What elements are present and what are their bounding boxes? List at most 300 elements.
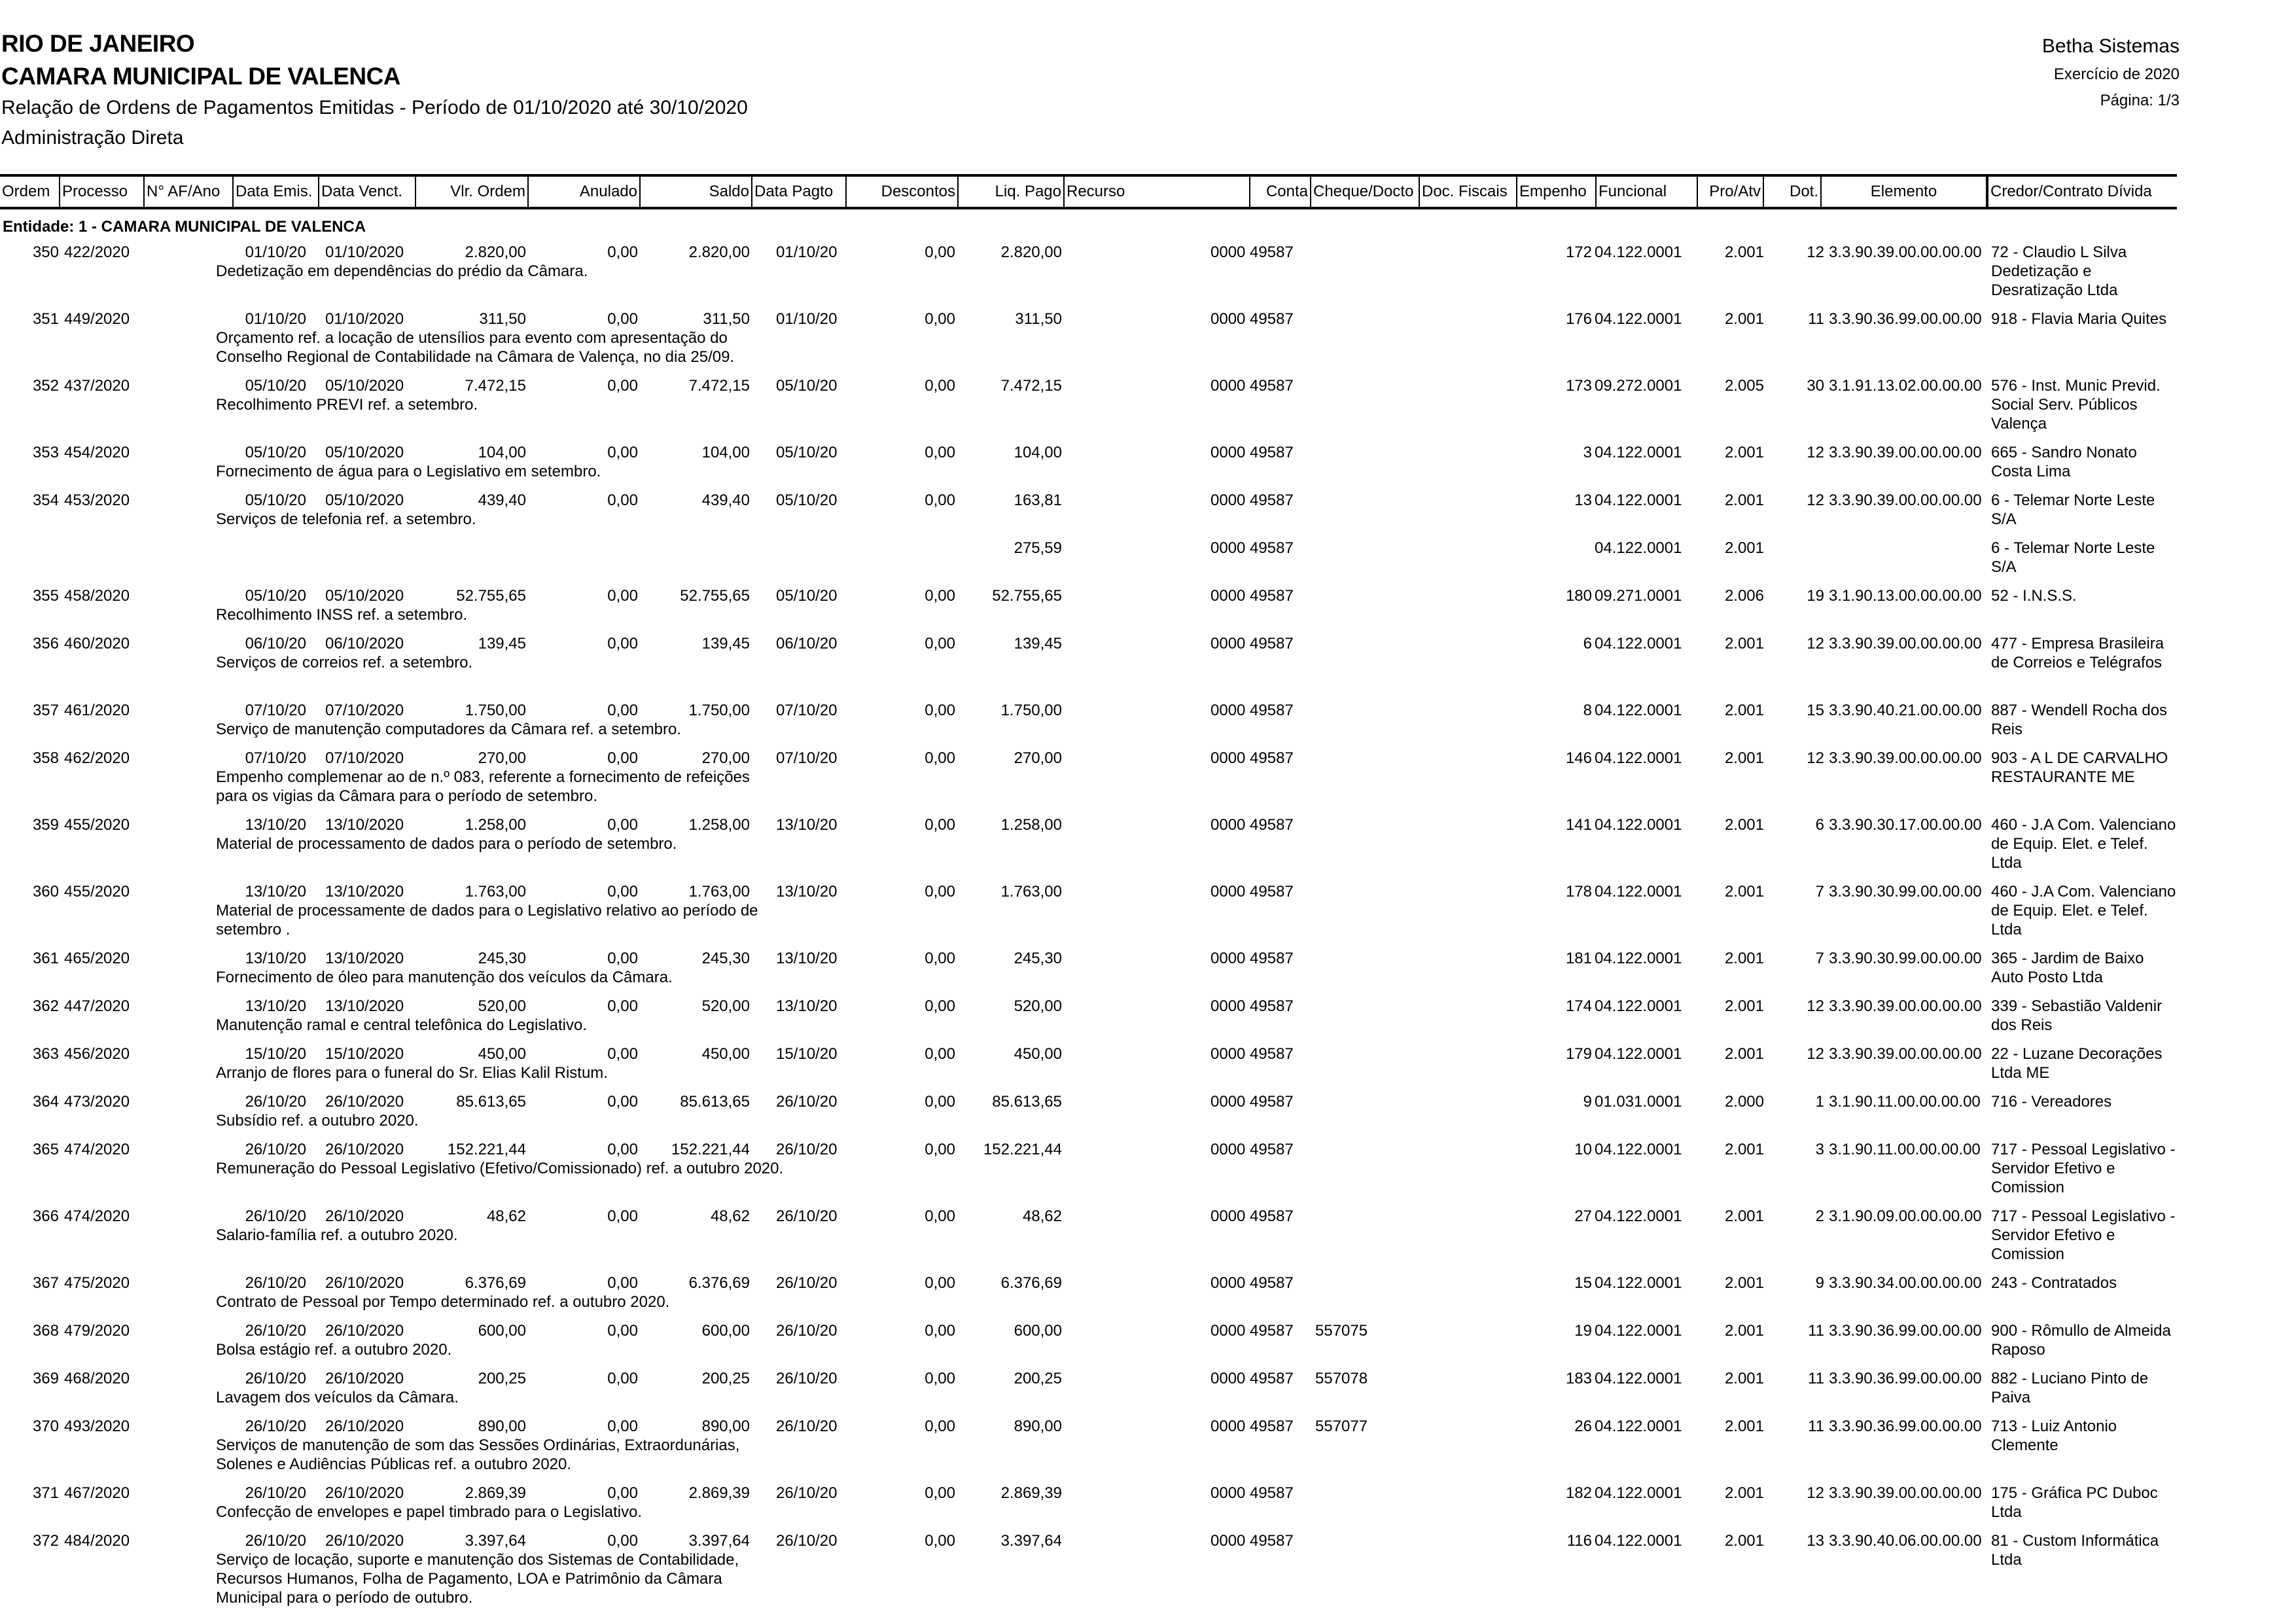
- col-doc-fiscais: Doc. Fiscais: [1420, 177, 1517, 207]
- cell-data-venct: 15/10/2020: [325, 1045, 404, 1063]
- cell-anulado: 0,00: [607, 635, 638, 652]
- cell-descontos: 0,00: [925, 243, 955, 261]
- cell-data-emis: 13/10/20: [245, 997, 306, 1015]
- cell-elemento: 3.3.90.40.06.00.00.00: [1829, 1532, 1982, 1550]
- table-row: [0, 815, 2177, 882]
- cell-processo: 453/2020: [64, 491, 130, 509]
- cell-funcional: 04.122.0001: [1595, 539, 1682, 557]
- cell-liq-pago: 2.820,00: [1000, 243, 1062, 261]
- cell-saldo: 450,00: [701, 1045, 750, 1063]
- table-row: [0, 1274, 2177, 1321]
- cell-data-venct: 26/10/2020: [325, 1322, 404, 1340]
- cell-vlr-ordem: 139,45: [478, 635, 526, 652]
- cell-conta: 0000 49587: [1210, 635, 1294, 652]
- cell-data-emis: 01/10/20: [245, 310, 306, 328]
- cell-processo: 474/2020: [64, 1141, 130, 1158]
- cell-empenho: 181: [1565, 950, 1592, 967]
- col-credor: Credor/Contrato Dívida: [1987, 177, 2177, 207]
- entity-name: CAMARA MUNICIPAL DE VALENCA: [1, 63, 401, 90]
- col-dot: Dot.: [1764, 177, 1822, 207]
- cell-descontos: 0,00: [925, 1141, 955, 1158]
- table-row: [0, 491, 2177, 539]
- cell-dot: 19: [1807, 587, 1824, 605]
- cell-data-emis: 26/10/20: [245, 1532, 306, 1550]
- cell-pro-atv: 2.001: [1724, 997, 1764, 1015]
- cell-vlr-ordem: 1.750,00: [465, 702, 526, 719]
- cell-descricao: Serviço de manutenção computadores da Câmara ref. a setembro.: [216, 721, 682, 738]
- cell-liq-pago: 200,25: [1014, 1370, 1062, 1387]
- cell-data-venct: 01/10/2020: [325, 243, 404, 261]
- cell-descricao: Confecção de envelopes e papel timbrado para o Legislativo.: [216, 1503, 643, 1521]
- cell-liq-pago: 163,81: [1014, 491, 1062, 509]
- cell-processo: 473/2020: [64, 1093, 130, 1111]
- cell-saldo: 2.869,39: [688, 1484, 750, 1502]
- table-row: [0, 749, 2177, 815]
- cell-anulado: 0,00: [607, 1370, 638, 1387]
- cell-conta: 0000 49587: [1210, 702, 1294, 719]
- cell-data-emis: 15/10/20: [245, 1045, 306, 1063]
- cell-anulado: 0,00: [607, 1207, 638, 1225]
- cell-pro-atv: 2.001: [1724, 950, 1764, 967]
- cell-credor: 52 - I.N.S.S.: [1991, 587, 2077, 605]
- cell-descricao: Dedetização em dependências do prédio da Câmara.: [216, 262, 588, 280]
- cell-pro-atv: 2.001: [1724, 1370, 1764, 1387]
- cell-conta: 0000 49587: [1210, 1045, 1294, 1063]
- cell-data-emis: 26/10/20: [245, 1274, 306, 1292]
- table-row: [0, 882, 2177, 949]
- cell-data-pagto: 26/10/20: [776, 1141, 838, 1158]
- page-number: Página: 1/3: [2100, 92, 2180, 109]
- cell-descricao: Manutenção ramal e central telefônica do Legislativo.: [216, 1016, 587, 1034]
- exercise-year: Exercício de 2020: [2053, 65, 2180, 83]
- table-row: [0, 1369, 2177, 1417]
- cell-pro-atv: 2.001: [1724, 491, 1764, 509]
- cell-saldo: 48,62: [710, 1207, 750, 1225]
- cell-dot: 7: [1815, 883, 1824, 901]
- cell-empenho: 15: [1574, 1274, 1592, 1292]
- cell-data-emis: 13/10/20: [245, 816, 306, 834]
- cell-elemento: 3.3.90.39.00.00.00.00: [1829, 635, 1982, 652]
- cell-liq-pago: 1.763,00: [1000, 883, 1062, 901]
- cell-ordem: 364: [32, 1093, 59, 1111]
- cell-funcional: 04.122.0001: [1595, 816, 1682, 834]
- cell-processo: 493/2020: [64, 1418, 130, 1435]
- cell-pro-atv: 2.001: [1724, 243, 1764, 261]
- col-anulado: Anulado: [529, 177, 641, 207]
- cell-descontos: 0,00: [925, 1418, 955, 1435]
- cell-ordem: 351: [32, 310, 59, 328]
- cell-descricao: Fornecimento de água para o Legislativo em setembro.: [216, 463, 601, 480]
- cell-vlr-ordem: 270,00: [478, 749, 526, 767]
- cell-ordem: 372: [32, 1532, 59, 1550]
- cell-ordem: 350: [32, 243, 59, 261]
- cell-data-venct: 26/10/2020: [325, 1274, 404, 1292]
- cell-vlr-ordem: 104,00: [478, 444, 526, 461]
- cell-ordem: 357: [32, 702, 59, 719]
- cell-liq-pago: 152.221,44: [983, 1141, 1062, 1158]
- cell-processo: 475/2020: [64, 1274, 130, 1292]
- cell-elemento: 3.1.90.09.00.00.00.00: [1829, 1207, 1982, 1225]
- cell-saldo: 890,00: [701, 1418, 750, 1435]
- cell-empenho: 27: [1574, 1207, 1592, 1225]
- cell-vlr-ordem: 1.763,00: [465, 883, 526, 901]
- table-row: [0, 539, 2177, 586]
- cell-credor: 717 - Pessoal Legislativo - Servidor Efetivo e Comission: [1991, 1141, 2176, 1196]
- cell-data-pagto: 13/10/20: [776, 883, 838, 901]
- cell-descontos: 0,00: [925, 749, 955, 767]
- cell-data-emis: 26/10/20: [245, 1207, 306, 1225]
- cell-processo: 455/2020: [64, 816, 130, 834]
- cell-conta: 0000 49587: [1210, 749, 1294, 767]
- cell-credor: 243 - Contratados: [1991, 1274, 2117, 1292]
- cell-pro-atv: 2.001: [1724, 702, 1764, 719]
- cell-descontos: 0,00: [925, 1322, 955, 1340]
- cell-descricao: Material de processamente de dados para o Legislativo relativo ao período de setembro .: [216, 902, 758, 938]
- cell-conta: 0000 49587: [1210, 377, 1294, 395]
- cell-funcional: 04.122.0001: [1595, 702, 1682, 719]
- cell-vlr-ordem: 7.472,15: [465, 377, 526, 395]
- cell-liq-pago: 270,00: [1014, 749, 1062, 767]
- table-row: [0, 1207, 2177, 1274]
- cell-ordem: 360: [32, 883, 59, 901]
- cell-data-venct: 05/10/2020: [325, 444, 404, 461]
- cell-funcional: 04.122.0001: [1595, 1532, 1682, 1550]
- cell-descontos: 0,00: [925, 1093, 955, 1111]
- cell-data-emis: 05/10/20: [245, 491, 306, 509]
- cell-data-pagto: 05/10/20: [776, 491, 838, 509]
- report-title: Relação de Ordens de Pagamentos Emitidas - Período de 01/10/2020 até 30/10/2020: [1, 97, 748, 118]
- cell-empenho: 176: [1565, 310, 1592, 328]
- cell-data-venct: 06/10/2020: [325, 635, 404, 652]
- cell-credor: 460 - J.A Com. Valenciano de Equip. Elet. e Telef. Ltda: [1991, 883, 2176, 938]
- cell-credor: 918 - Flavia Maria Quites: [1991, 310, 2167, 328]
- cell-cheque: 557078: [1315, 1370, 1368, 1387]
- cell-dot: 30: [1807, 377, 1824, 395]
- cell-processo: 460/2020: [64, 635, 130, 652]
- table-row: [0, 949, 2177, 997]
- cell-vlr-ordem: 52.755,65: [456, 587, 526, 605]
- cell-processo: 458/2020: [64, 587, 130, 605]
- cell-anulado: 0,00: [607, 1045, 638, 1063]
- col-descontos: Descontos: [847, 177, 959, 207]
- cell-data-emis: 13/10/20: [245, 883, 306, 901]
- col-funcional: Funcional: [1597, 177, 1698, 207]
- cell-data-emis: 07/10/20: [245, 702, 306, 719]
- cell-data-pagto: 15/10/20: [776, 1045, 838, 1063]
- cell-credor: 81 - Custom Informática Ltda: [1991, 1532, 2159, 1569]
- cell-dot: 12: [1807, 243, 1824, 261]
- cell-vlr-ordem: 3.397,64: [465, 1532, 526, 1550]
- cell-liq-pago: 6.376,69: [1000, 1274, 1062, 1292]
- cell-credor: 6 - Telemar Norte Leste S/A: [1991, 491, 2155, 528]
- cell-data-venct: 26/10/2020: [325, 1532, 404, 1550]
- cell-data-venct: 13/10/2020: [325, 950, 404, 967]
- cell-empenho: 178: [1565, 883, 1592, 901]
- cell-empenho: 19: [1574, 1322, 1592, 1340]
- cell-vlr-ordem: 2.869,39: [465, 1484, 526, 1502]
- cell-vlr-ordem: 1.258,00: [465, 816, 526, 834]
- cell-pro-atv: 2.001: [1724, 1207, 1764, 1225]
- cell-descricao: Serviços de manutenção de som das Sessões Ordinárias, Extraordunárias, Solenes e Audiências Públicas ref. a outubro 2020.: [216, 1436, 740, 1473]
- cell-processo: 461/2020: [64, 702, 130, 719]
- cell-data-venct: 05/10/2020: [325, 587, 404, 605]
- col-data-venct: Data Venct.: [319, 177, 416, 207]
- cell-pro-atv: 2.001: [1724, 1418, 1764, 1435]
- cell-descontos: 0,00: [925, 635, 955, 652]
- cell-conta: 0000 49587: [1210, 310, 1294, 328]
- cell-empenho: 3: [1583, 444, 1592, 461]
- cell-processo: 484/2020: [64, 1532, 130, 1550]
- cell-conta: 0000 49587: [1210, 1322, 1294, 1340]
- administration-label: Administração Direta: [1, 127, 184, 149]
- cell-anulado: 0,00: [607, 1484, 638, 1502]
- cell-descontos: 0,00: [925, 1532, 955, 1550]
- cell-anulado: 0,00: [607, 702, 638, 719]
- cell-empenho: 174: [1565, 997, 1592, 1015]
- cell-liq-pago: 2.869,39: [1000, 1484, 1062, 1502]
- cell-credor: 665 - Sandro Nonato Costa Lima: [1991, 444, 2137, 480]
- cell-dot: 11: [1808, 1418, 1824, 1435]
- cell-pro-atv: 2.001: [1724, 310, 1764, 328]
- table-row: [0, 1531, 2177, 1617]
- cell-elemento: 3.3.90.34.00.00.00.00: [1829, 1274, 1982, 1292]
- cell-data-venct: 05/10/2020: [325, 491, 404, 509]
- cell-elemento: 3.3.90.30.17.00.00.00: [1829, 816, 1982, 834]
- cell-elemento: 3.3.90.39.00.00.00.00: [1829, 997, 1982, 1015]
- cell-data-venct: 13/10/2020: [325, 883, 404, 901]
- cell-data-venct: 13/10/2020: [325, 997, 404, 1015]
- cell-anulado: 0,00: [607, 883, 638, 901]
- cell-liq-pago: 52.755,65: [992, 587, 1062, 605]
- payment-orders-table-body: [0, 243, 2177, 1617]
- cell-data-pagto: 13/10/20: [776, 816, 838, 834]
- cell-liq-pago: 48,62: [1022, 1207, 1062, 1225]
- cell-saldo: 245,30: [701, 950, 750, 967]
- cell-funcional: 04.122.0001: [1595, 749, 1682, 767]
- table-row: [0, 443, 2177, 491]
- cell-liq-pago: 1.750,00: [1000, 702, 1062, 719]
- table-row: [0, 310, 2177, 376]
- cell-dot: 12: [1807, 491, 1824, 509]
- cell-cheque: 557077: [1315, 1418, 1368, 1435]
- cell-elemento: 3.3.90.39.00.00.00.00: [1829, 444, 1982, 461]
- report-header: [1, 27, 748, 153]
- cell-elemento: 3.1.90.13.00.00.00.00: [1829, 587, 1982, 605]
- cell-anulado: 0,00: [607, 444, 638, 461]
- table-row: [0, 1321, 2177, 1369]
- col-cheque: Cheque/Docto: [1311, 177, 1420, 207]
- col-af-ano: N° AF/Ano: [145, 177, 234, 207]
- cell-processo: 467/2020: [64, 1484, 130, 1502]
- cell-saldo: 85.613,65: [680, 1093, 750, 1111]
- cell-processo: 465/2020: [64, 950, 130, 967]
- cell-data-pagto: 07/10/20: [776, 749, 838, 767]
- cell-descricao: Arranjo de flores para o funeral do Sr. Elias Kalil Ristum.: [216, 1064, 608, 1082]
- cell-descontos: 0,00: [925, 1370, 955, 1387]
- cell-dot: 11: [1808, 1370, 1824, 1387]
- cell-credor: 339 - Sebastião Valdenir dos Reis: [1991, 997, 2163, 1034]
- cell-anulado: 0,00: [607, 816, 638, 834]
- cell-descontos: 0,00: [925, 310, 955, 328]
- cell-conta: 0000 49587: [1210, 883, 1294, 901]
- cell-ordem: 371: [32, 1484, 59, 1502]
- cell-ordem: 362: [32, 997, 59, 1015]
- cell-credor: 903 - A L DE CARVALHO RESTAURANTE ME: [1991, 749, 2168, 786]
- cell-descontos: 0,00: [925, 377, 955, 395]
- cell-ordem: 354: [32, 491, 59, 509]
- cell-empenho: 180: [1565, 587, 1592, 605]
- cell-descricao: Serviço de locação, suporte e manutenção dos Sistemas de Contabilidade, Recursos Humanos, Folha de Pagamento, LOA e Patrimônio da Câmara Municipal para o período de outubro.: [216, 1551, 739, 1607]
- cell-vlr-ordem: 6.376,69: [465, 1274, 526, 1292]
- cell-liq-pago: 85.613,65: [992, 1093, 1062, 1111]
- cell-vlr-ordem: 2.820,00: [465, 243, 526, 261]
- cell-ordem: 369: [32, 1370, 59, 1387]
- col-vlr-ordem: Vlr. Ordem: [416, 177, 529, 207]
- cell-data-pagto: 01/10/20: [776, 243, 838, 261]
- cell-ordem: 366: [32, 1207, 59, 1225]
- cell-data-pagto: 13/10/20: [776, 950, 838, 967]
- cell-saldo: 600,00: [701, 1322, 750, 1340]
- cell-data-pagto: 05/10/20: [776, 377, 838, 395]
- cell-data-emis: 05/10/20: [245, 444, 306, 461]
- cell-elemento: 3.3.90.36.99.00.00.00: [1829, 1370, 1982, 1387]
- cell-ordem: 361: [32, 950, 59, 967]
- cell-conta: 0000 49587: [1210, 539, 1294, 557]
- cell-vlr-ordem: 85.613,65: [456, 1093, 526, 1111]
- cell-saldo: 270,00: [701, 749, 750, 767]
- cell-liq-pago: 3.397,64: [1000, 1532, 1062, 1550]
- cell-dot: 15: [1807, 702, 1824, 719]
- cell-credor: 460 - J.A Com. Valenciano de Equip. Elet. e Telef. Ltda: [1991, 816, 2176, 872]
- cell-funcional: 04.122.0001: [1595, 444, 1682, 461]
- cell-elemento: 3.3.90.30.99.00.00.00: [1829, 883, 1982, 901]
- cell-data-emis: 05/10/20: [245, 377, 306, 395]
- cell-anulado: 0,00: [607, 377, 638, 395]
- cell-conta: 0000 49587: [1210, 816, 1294, 834]
- cell-data-pagto: 26/10/20: [776, 1418, 838, 1435]
- cell-pro-atv: 2.001: [1724, 539, 1764, 557]
- cell-ordem: 368: [32, 1322, 59, 1340]
- cell-empenho: 116: [1566, 1532, 1592, 1550]
- cell-processo: 455/2020: [64, 883, 130, 901]
- cell-anulado: 0,00: [607, 310, 638, 328]
- cell-conta: 0000 49587: [1210, 1418, 1294, 1435]
- cell-anulado: 0,00: [607, 1418, 638, 1435]
- cell-saldo: 200,25: [701, 1370, 750, 1387]
- cell-conta: 0000 49587: [1210, 1093, 1294, 1111]
- cell-liq-pago: 600,00: [1014, 1322, 1062, 1340]
- cell-data-venct: 05/10/2020: [325, 377, 404, 395]
- cell-saldo: 1.750,00: [688, 702, 750, 719]
- table-row: [0, 1092, 2177, 1140]
- cell-vlr-ordem: 450,00: [478, 1045, 526, 1063]
- cell-data-pagto: 05/10/20: [776, 444, 838, 461]
- cell-liq-pago: 520,00: [1014, 997, 1062, 1015]
- cell-descricao: Salario-família ref. a outubro 2020.: [216, 1226, 458, 1244]
- cell-data-venct: 07/10/2020: [325, 702, 404, 719]
- cell-pro-atv: 2.001: [1724, 1274, 1764, 1292]
- cell-funcional: 04.122.0001: [1595, 1141, 1682, 1158]
- cell-pro-atv: 2.001: [1724, 1322, 1764, 1340]
- cell-descricao: Material de processamento de dados para o período de setembro.: [216, 835, 677, 853]
- cell-descricao: Orçamento ref. a locação de utensílios para evento com apresentação do Conselho Regional de Contabilidade na Câmara de Valença, no dia 25/09.: [216, 329, 735, 366]
- cell-conta: 0000 49587: [1210, 1532, 1294, 1550]
- cell-data-emis: 13/10/20: [245, 950, 306, 967]
- cell-funcional: 09.272.0001: [1595, 377, 1682, 395]
- cell-ordem: 356: [32, 635, 59, 652]
- cell-pro-atv: 2.001: [1724, 444, 1764, 461]
- cell-pro-atv: 2.001: [1724, 1484, 1764, 1502]
- cell-processo: 468/2020: [64, 1370, 130, 1387]
- cell-conta: 0000 49587: [1210, 950, 1294, 967]
- cell-data-pagto: 13/10/20: [776, 997, 838, 1015]
- cell-ordem: 352: [32, 377, 59, 395]
- cell-data-venct: 26/10/2020: [325, 1207, 404, 1225]
- cell-dot: 3: [1815, 1141, 1824, 1158]
- cell-dot: 12: [1807, 749, 1824, 767]
- cell-data-pagto: 26/10/20: [776, 1274, 838, 1292]
- cell-dot: 6: [1815, 816, 1824, 834]
- cell-descontos: 0,00: [925, 883, 955, 901]
- cell-elemento: 3.3.90.36.99.00.00.00: [1829, 1418, 1982, 1435]
- cell-vlr-ordem: 439,40: [478, 491, 526, 509]
- cell-liq-pago: 450,00: [1014, 1045, 1062, 1063]
- cell-saldo: 52.755,65: [680, 587, 750, 605]
- table-row: [0, 376, 2177, 443]
- cell-data-pagto: 26/10/20: [776, 1322, 838, 1340]
- cell-funcional: 04.122.0001: [1595, 243, 1682, 261]
- cell-vlr-ordem: 890,00: [478, 1418, 526, 1435]
- cell-anulado: 0,00: [607, 1322, 638, 1340]
- cell-data-emis: 26/10/20: [245, 1322, 306, 1340]
- cell-funcional: 04.122.0001: [1595, 1322, 1682, 1340]
- cell-descontos: 0,00: [925, 1274, 955, 1292]
- cell-saldo: 520,00: [701, 997, 750, 1015]
- cell-data-venct: 13/10/2020: [325, 816, 404, 834]
- col-pro-atv: Pro/Atv: [1698, 177, 1764, 207]
- cell-anulado: 0,00: [607, 1274, 638, 1292]
- cell-data-emis: 05/10/20: [245, 587, 306, 605]
- cell-liq-pago: 104,00: [1014, 444, 1062, 461]
- cell-descontos: 0,00: [925, 950, 955, 967]
- cell-vlr-ordem: 311,50: [479, 310, 526, 328]
- cell-conta: 0000 49587: [1210, 243, 1294, 261]
- cell-descontos: 0,00: [925, 1045, 955, 1063]
- cell-processo: 437/2020: [64, 377, 130, 395]
- cell-ordem: 370: [32, 1418, 59, 1435]
- cell-data-venct: 26/10/2020: [325, 1484, 404, 1502]
- cell-funcional: 01.031.0001: [1595, 1093, 1682, 1111]
- cell-credor: 713 - Luiz Antonio Clemente: [1991, 1418, 2117, 1454]
- cell-credor: 882 - Luciano Pinto de Paiva: [1991, 1370, 2149, 1406]
- cell-dot: 1: [1815, 1093, 1824, 1111]
- cell-saldo: 104,00: [701, 444, 750, 461]
- table-row: [0, 1044, 2177, 1092]
- cell-dot: 7: [1815, 950, 1824, 967]
- state-name: RIO DE JANEIRO: [1, 30, 195, 57]
- cell-processo: 422/2020: [64, 243, 130, 261]
- cell-dot: 2: [1815, 1207, 1824, 1225]
- cell-descricao: Bolsa estágio ref. a outubro 2020.: [216, 1341, 452, 1359]
- cell-credor: 6 - Telemar Norte Leste S/A: [1991, 539, 2155, 576]
- cell-elemento: 3.3.90.36.99.00.00.00: [1829, 1322, 1982, 1340]
- cell-data-emis: 06/10/20: [245, 635, 306, 652]
- cell-data-emis: 01/10/20: [245, 243, 306, 261]
- cell-conta: 0000 49587: [1210, 997, 1294, 1015]
- cell-liq-pago: 7.472,15: [1000, 377, 1062, 395]
- cell-descontos: 0,00: [925, 444, 955, 461]
- cell-saldo: 139,45: [701, 635, 750, 652]
